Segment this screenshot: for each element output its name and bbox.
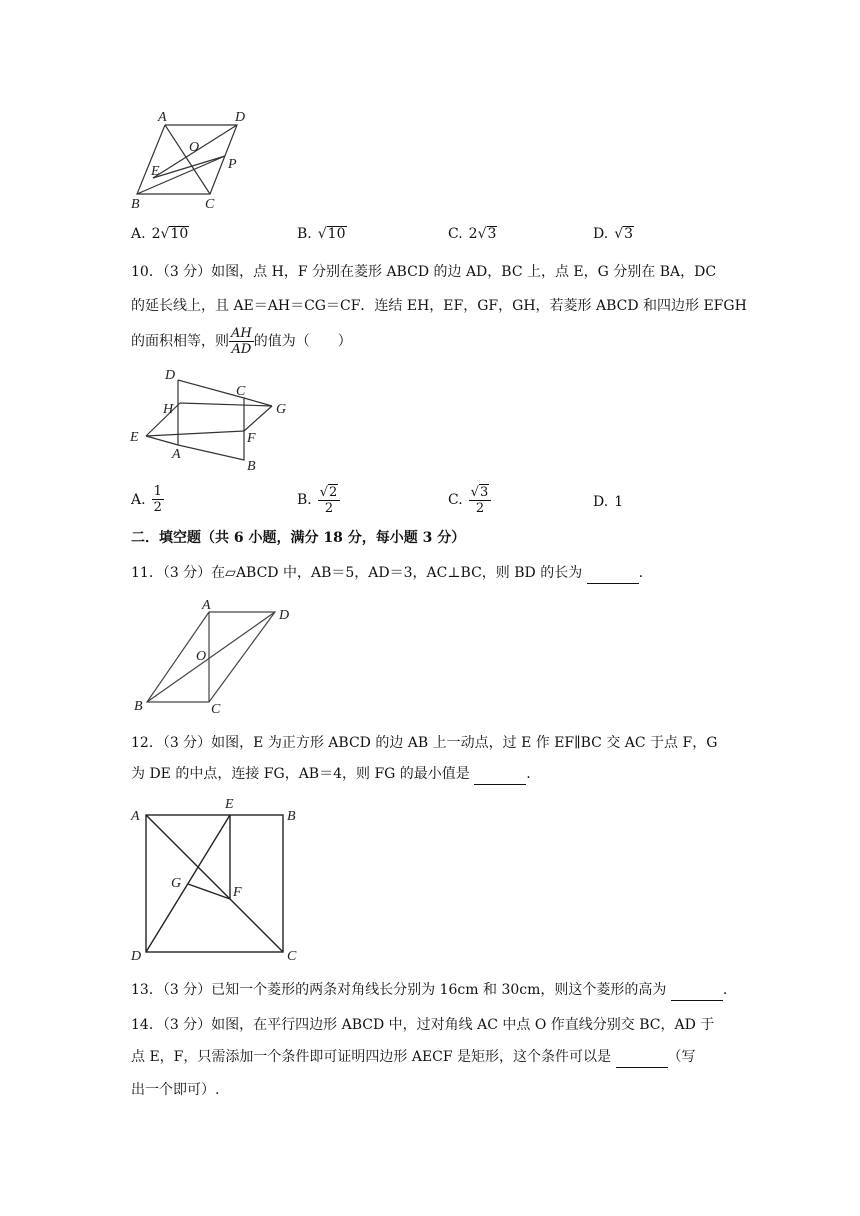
fig11-label-A: A [202,598,211,613]
fig10-label-C: C [236,384,246,399]
fig12-label-D: D [131,949,142,964]
q10-line1: 10．（3 分）如图，点 H，F 分别在菱形 ABCD 的边 AD，BC 上，点 E，G 分别在 BA，DC [131,264,717,280]
fig11-label-C: C [211,702,221,717]
q10-option-c[interactable]: C. $\frac{√3}{2}$ [448,484,491,516]
fig12-label-E: E [225,797,234,812]
fig9-label-D: D [235,110,246,125]
q12-line1: 12．（3 分）如图，E 为正方形 ABCD 的边 AB 上一动点，过 E 作 EF∥BC 交 AC 于点 F，G [131,735,718,751]
q10-figure [128,364,298,476]
fig10-label-A: A [172,447,181,462]
fig12-label-G: G [171,876,182,891]
q9-option-c[interactable]: C. 2 √ 3 [448,226,497,242]
q11-text: 11．（3 分）在▱ABCD 中，AB＝5，AD＝3，AC⊥BC，则 BD 的长为 . [131,563,643,584]
q14-line2: 点 E，F，只需添加一个条件即可证明四边形 AECF 是矩形，这个条件可以是 （写 [131,1047,696,1068]
q12-figure [128,796,308,964]
fig11-label-O: O [196,649,207,664]
fig10-label-G: G [276,402,287,417]
q9-option-b[interactable]: B. √ 10 [297,226,346,242]
fig10-label-F: F [247,431,256,446]
section-2-heading: 二．填空题（共 6 小题，满分 18 分，每小题 3 分） [131,530,466,546]
q11-answer-blank[interactable] [587,563,639,584]
q14-line1: 14．（3 分）如图，在平行四边形 ABCD 中，过对角线 AC 中点 O 作直线分别交 BC，AD 于 [131,1017,715,1033]
q13-text: 13．（3 分）已知一个菱形的两条对角线长分别为 16cm 和 30cm，则这个菱形的高为 . [131,980,727,1001]
fig9-label-B: B [131,197,140,212]
fig10-label-H: H [163,402,174,417]
q10-option-d[interactable]: D. 1 [593,494,624,510]
q10-option-b[interactable]: B. $\frac{√2}{2}$ [297,484,340,516]
q10-option-a[interactable]: A. $\frac{1}{2}$ [131,484,162,515]
fig9-label-A: A [158,110,167,125]
fig12-label-A: A [131,809,140,824]
fig9-label-O: O [189,140,200,155]
q10-line3: 的面积相等，则 $\frac{AH}{AD}$ 的值为（ ） [131,326,352,357]
q9-option-d[interactable]: D. √ 3 [593,226,634,242]
q10-line2: 的延长线上，且 AE＝AH＝CG＝CF．连结 EH，EF，GF，GH，若菱形 ABCD 和四边形 EFGH [131,298,747,314]
fig9-label-P: P [228,157,237,172]
fig10-label-D: D [165,368,176,383]
fig12-label-B: B [287,809,296,824]
fig10-label-B: B [247,459,256,474]
q9-option-a[interactable]: A. 2 √ 10 [131,226,189,242]
q12-answer-blank[interactable] [474,764,526,785]
fig11-label-B: B [134,699,143,714]
fig12-label-C: C [287,949,297,964]
q13-answer-blank[interactable] [671,980,723,1001]
fig12-label-F: F [233,885,242,900]
q11-figure [128,594,298,718]
q14-line3: 出一个即可）. [131,1082,220,1098]
fig11-label-D: D [279,608,290,623]
q10-fraction: $\frac{AH}{AD}$ [231,326,252,357]
q14-answer-blank[interactable] [616,1047,668,1068]
fig9-label-C: C [205,197,215,212]
q12-line2: 为 DE 的中点，连接 FG，AB＝4，则 FG 的最小值是 . [131,764,531,785]
fig9-label-E: E [151,164,160,179]
fig10-label-E: E [130,430,139,445]
q9-figure [128,106,258,212]
